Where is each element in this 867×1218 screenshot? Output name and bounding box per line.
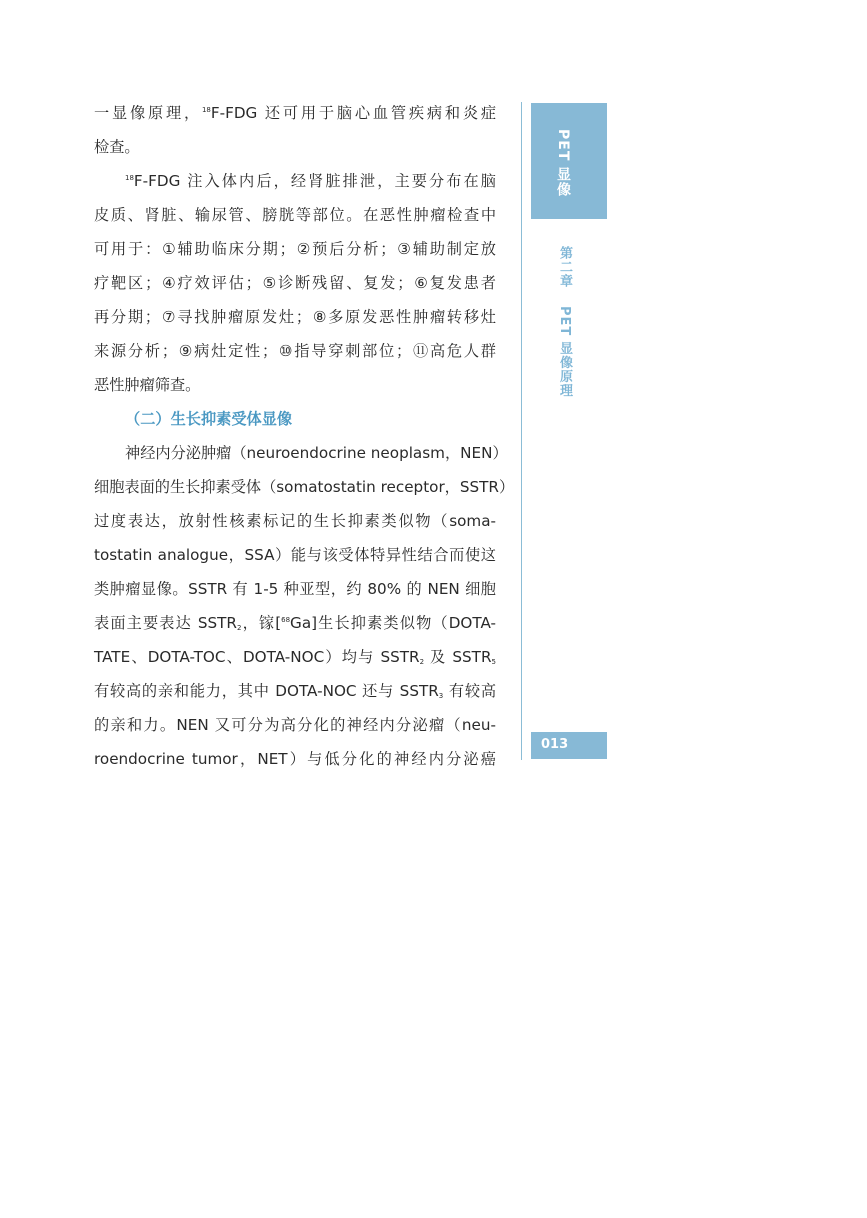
text-line: 表面主要表达 $SSTR_2$，镓[$^{68}$Ga]生长抑素类似物（DOTA- [94,614,496,632]
section-tab [531,103,607,219]
text-line: roendocrine tumor，NET）与低分化的神经内分泌癌 [94,750,496,768]
text-line: 可用于：①辅助临床分期；②预后分析；③辅助制定放 [94,240,496,258]
text-line: 类肿瘤显像。SSTR 有 1-5 种亚型，约 80% 的 NEN 细胞 [94,580,496,598]
text-line: 恶性肿瘤筛查。 [94,376,201,394]
text-line: 来源分析；⑨病灶定性；⑩指导穿刺部位；⑪高危人群 [94,342,496,360]
text-line: 一显像原理，$^{18}$F-FDG 还可用于脑心血管疾病和炎症 [94,104,497,122]
chapter-title: PET 显像原理 [557,306,572,398]
text-line: 疗靶区；④疗效评估；⑤诊断残留、复发；⑥复发患者 [94,274,496,292]
text-line: 细胞表面的生长抑素受体（somatostatin receptor，SSTR） [94,478,515,496]
page-number: 013 [541,737,569,752]
text-line: 神经内分泌肿瘤（neuroendocrine neoplasm，NEN） [125,444,508,462]
text-line: 再分期；⑦寻找肿瘤原发灶；⑧多原发恶性肿瘤转移灶 [94,308,496,326]
chapter-number: 第二章 [557,246,572,288]
text-line: 有较高的亲和能力，其中 DOTA-NOC 还与 $SSTR_3$ 有较高 [94,682,497,700]
text-line: 皮质、肾脏、输尿管、膀胱等部位。在恶性肿瘤检查中 [94,206,496,224]
text-line: 过度表达，放射性核素标记的生长抑素类似物（soma- [94,512,496,530]
chapter-label [555,246,574,398]
body-text [94,96,515,776]
text-line: 检查。 [94,138,140,156]
text-line: $^{18}$F-FDG 注入体内后，经肾脏排泄，主要分布在脑 [125,172,496,190]
text-line: 的亲和力。NEN 又可分为高分化的神经内分泌瘤（neu- [94,716,496,734]
page-number-tab [531,732,607,759]
section-tab-label: PET 显像 [555,129,571,198]
text-line: tostatin analogue，SSA）能与该受体特异性结合而使这 [94,546,496,564]
section-heading: （二）生长抑素受体显像 [125,410,293,428]
vertical-divider [521,102,522,760]
text-line: TATE、DOTA-TOC、DOTA-NOC）均与 $SSTR_2$ 及 $SSTR_5$ [94,648,496,666]
